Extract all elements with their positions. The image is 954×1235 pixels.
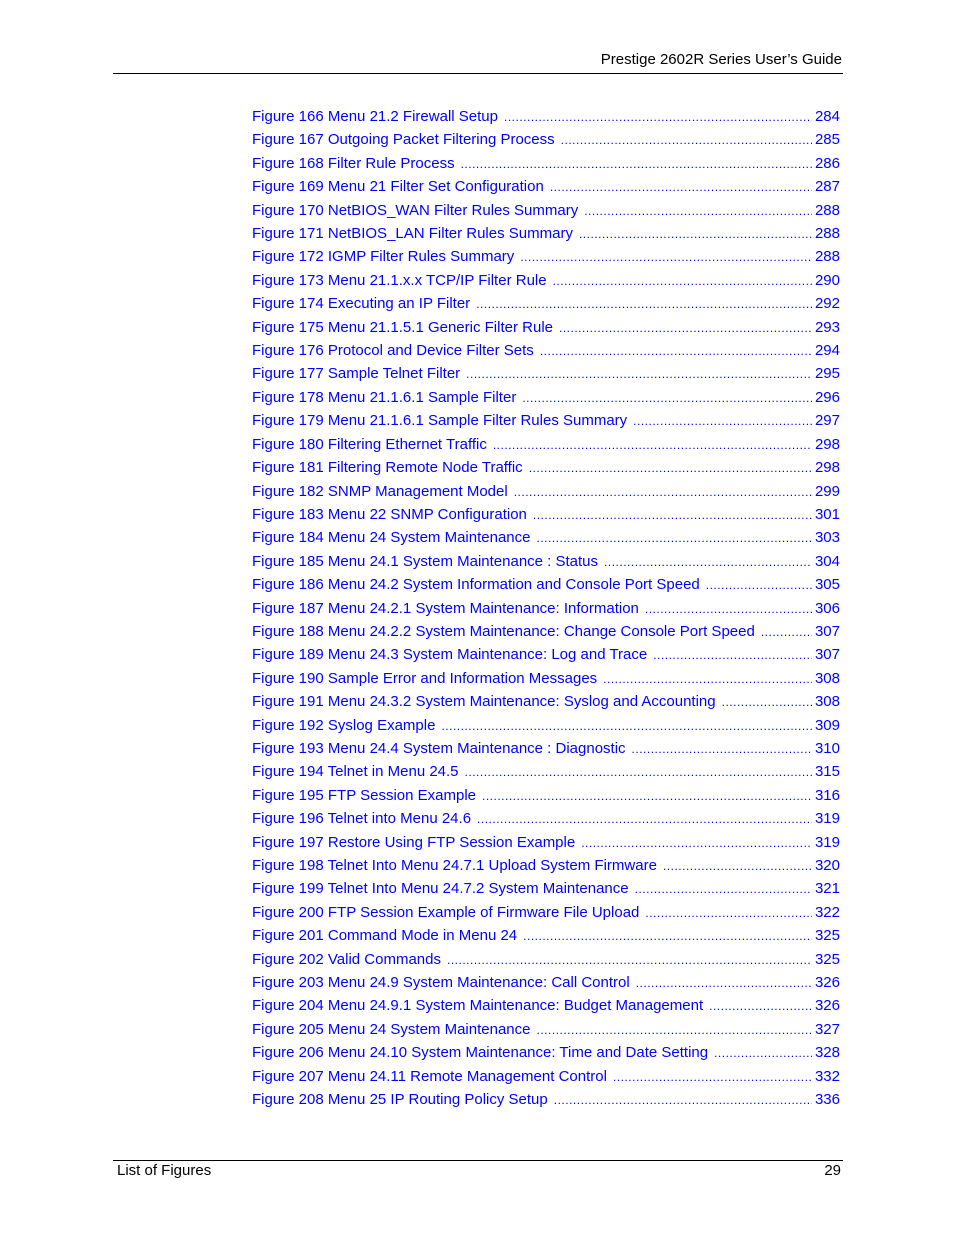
- toc-entry-label: Figure 172 IGMP Filter Rules Summary: [252, 248, 515, 266]
- toc-entry-page-number: 326: [814, 997, 840, 1015]
- toc-entry-label: Figure 171 NetBIOS_LAN Filter Rules Summary: [252, 225, 573, 243]
- toc-entry-page-number: 309: [814, 716, 840, 734]
- toc-entry-label: Figure 169 Menu 21 Filter Set Configuration: [252, 178, 544, 196]
- toc-entry-page-number: 286: [814, 154, 840, 172]
- toc-entry-label: Figure 189 Menu 24.3 System Maintenance: Log and Trace: [252, 646, 648, 664]
- toc-entry-page-number: 296: [814, 388, 840, 406]
- toc-entry-label: Figure 205 Menu 24 System Maintenance: [252, 1020, 531, 1038]
- toc-entry-label: Figure 194 Telnet in Menu 24.5: [252, 763, 459, 781]
- dot-leader: [604, 551, 812, 574]
- toc-entry-label: Figure 191 Menu 24.3.2 System Maintenance: Syslog and Accounting: [252, 693, 716, 711]
- dot-leader: [520, 246, 812, 269]
- toc-entry-link[interactable]: [252, 362, 840, 385]
- dot-leader: [537, 1019, 812, 1042]
- toc-entry-page-number: 310: [814, 739, 840, 757]
- toc-entry-link[interactable]: [252, 901, 840, 924]
- toc-entry-link[interactable]: [252, 386, 840, 409]
- toc-entry-page-number: 316: [814, 786, 840, 804]
- toc-entry-page-number: 299: [814, 482, 840, 500]
- dot-leader: [645, 598, 812, 621]
- toc-entry-link[interactable]: [252, 480, 840, 503]
- dot-leader: [537, 527, 812, 550]
- toc-entry-label: Figure 193 Menu 24.4 System Maintenance : Diagnostic: [252, 739, 626, 757]
- dot-leader: [633, 410, 812, 433]
- dot-leader: [706, 574, 812, 597]
- toc-entry-page-number: 288: [814, 225, 840, 243]
- toc-entry-page-number: 325: [814, 950, 840, 968]
- toc-entry-label: Figure 175 Menu 21.1.5.1 Generic Filter Rule: [252, 318, 553, 336]
- toc-entry-label: Figure 204 Menu 24.9.1 System Maintenance: Budget Management: [252, 997, 704, 1015]
- toc-entry-link[interactable]: [252, 1065, 840, 1088]
- dot-leader: [533, 504, 812, 527]
- running-header-title: Prestige 2602R Series User’s Guide: [600, 51, 842, 68]
- toc-entry-page-number: 325: [814, 927, 840, 945]
- toc-entry-label: Figure 173 Menu 21.1.x.x TCP/IP Filter Rule: [252, 271, 547, 289]
- toc-entry-page-number: 301: [814, 505, 840, 523]
- footer-page-number: 29: [824, 1162, 841, 1179]
- toc-entry-page-number: 285: [814, 131, 840, 149]
- dot-leader: [482, 785, 812, 808]
- toc-entry-link[interactable]: [252, 831, 840, 854]
- toc-entry-link[interactable]: [252, 105, 840, 128]
- toc-entry-label: Figure 187 Menu 24.2.1 System Maintenance: Information: [252, 599, 639, 617]
- dot-leader: [722, 691, 812, 714]
- toc-entry-label: Figure 199 Telnet Into Menu 24.7.2 System Maintenance: [252, 880, 629, 898]
- dot-leader: [663, 855, 812, 878]
- toc-entry-link[interactable]: [252, 526, 840, 549]
- dot-leader: [761, 621, 812, 644]
- toc-entry-label: Figure 179 Menu 21.1.6.1 Sample Filter Rules Summary: [252, 412, 628, 430]
- toc-entry-label: Figure 202 Valid Commands: [252, 950, 441, 968]
- dot-leader: [550, 176, 812, 199]
- dot-leader: [447, 949, 812, 972]
- dot-leader: [632, 738, 812, 761]
- toc-entry-link[interactable]: [252, 456, 840, 479]
- dot-leader: [579, 223, 812, 246]
- dot-leader: [613, 1066, 812, 1089]
- toc-entry-link[interactable]: [252, 948, 840, 971]
- toc-entry-page-number: 307: [814, 646, 840, 664]
- toc-entry-link[interactable]: [252, 175, 840, 198]
- toc-entry-link[interactable]: [252, 128, 840, 151]
- toc-entry-page-number: 298: [814, 435, 840, 453]
- dot-leader: [553, 270, 812, 293]
- dot-leader: [523, 925, 812, 948]
- dot-leader: [441, 715, 812, 738]
- toc-entry-label: Figure 180 Filtering Ethernet Traffic: [252, 435, 487, 453]
- toc-entry-link[interactable]: [252, 339, 840, 362]
- toc-entry-link[interactable]: [252, 1088, 840, 1111]
- toc-entry-link[interactable]: [252, 152, 840, 175]
- toc-entry-link[interactable]: [252, 199, 840, 222]
- toc-entry-page-number: 322: [814, 903, 840, 921]
- dot-leader: [504, 106, 812, 129]
- dot-leader: [636, 972, 812, 995]
- toc-entry-label: Figure 206 Menu 24.10 System Maintenance: Time and Date Setting: [252, 1044, 709, 1062]
- toc-entry-page-number: 298: [814, 459, 840, 477]
- dot-leader: [653, 644, 812, 667]
- toc-entry-link[interactable]: [252, 807, 840, 830]
- toc-entry-link[interactable]: [252, 643, 840, 666]
- toc-entry-link[interactable]: [252, 620, 840, 643]
- toc-entry-label: Figure 183 Menu 22 SNMP Configuration: [252, 505, 527, 523]
- dot-leader: [581, 832, 812, 855]
- dot-leader: [714, 1042, 812, 1065]
- toc-entry-label: Figure 182 SNMP Management Model: [252, 482, 508, 500]
- toc-entry-page-number: 315: [814, 763, 840, 781]
- toc-entry-page-number: 319: [814, 833, 840, 851]
- header-rule: [113, 73, 843, 74]
- toc-entry-link[interactable]: [252, 1041, 840, 1064]
- toc-entry-page-number: 288: [814, 248, 840, 266]
- dot-leader: [584, 200, 812, 223]
- toc-entry-link[interactable]: [252, 269, 840, 292]
- toc-entry-page-number: 290: [814, 271, 840, 289]
- toc-entry-link[interactable]: [252, 1018, 840, 1041]
- dot-leader: [554, 1089, 812, 1112]
- toc-entry-page-number: 303: [814, 529, 840, 547]
- footer-rule: [113, 1160, 843, 1161]
- toc-entry-link[interactable]: [252, 994, 840, 1017]
- dot-leader: [559, 317, 812, 340]
- toc-entry-page-number: 295: [814, 365, 840, 383]
- toc-entry-link[interactable]: [252, 924, 840, 947]
- toc-entry-page-number: 336: [814, 1091, 840, 1109]
- toc-entry-link[interactable]: [252, 760, 840, 783]
- footer-section-title: List of Figures: [117, 1162, 212, 1179]
- toc-entry-link[interactable]: [252, 503, 840, 526]
- toc-entry-label: Figure 192 Syslog Example: [252, 716, 436, 734]
- toc-entry-link[interactable]: [252, 222, 840, 245]
- toc-entry-label: Figure 170 NetBIOS_WAN Filter Rules Summary: [252, 201, 579, 219]
- dot-leader: [465, 761, 812, 784]
- toc-entry-page-number: 320: [814, 857, 840, 874]
- toc-entry-page-number: 287: [814, 178, 840, 196]
- toc-entry-page-number: 292: [814, 295, 840, 313]
- dot-leader: [476, 293, 812, 316]
- toc-entry-link[interactable]: [252, 667, 840, 690]
- toc-entry-link[interactable]: [252, 409, 840, 432]
- toc-entry-label: Figure 190 Sample Error and Information Messages: [252, 669, 598, 687]
- dot-leader: [635, 878, 812, 901]
- toc-entry-label: Figure 176 Protocol and Device Filter Sets: [252, 342, 534, 360]
- toc-entry-label: Figure 207 Menu 24.11 Remote Management Control: [252, 1067, 607, 1085]
- toc-entry-label: Figure 168 Filter Rule Process: [252, 154, 455, 172]
- toc-entry-link[interactable]: [252, 784, 840, 807]
- toc-entry-page-number: 288: [814, 201, 840, 219]
- toc-entry-page-number: 284: [814, 108, 840, 125]
- toc-entry-page-number: 304: [814, 552, 840, 570]
- toc-entry-link[interactable]: [252, 550, 840, 573]
- dot-leader: [522, 387, 812, 410]
- toc-entry-page-number: 321: [814, 880, 840, 898]
- toc-entry-label: Figure 196 Telnet into Menu 24.6: [252, 810, 472, 828]
- toc-entry-link[interactable]: [252, 597, 840, 620]
- toc-entry-page-number: 294: [814, 342, 840, 360]
- toc-entry-page-number: 319: [814, 810, 840, 828]
- toc-entry-link[interactable]: [252, 316, 840, 339]
- toc-entry-page-number: 305: [814, 576, 840, 594]
- toc-entry-label: Figure 208 Menu 25 IP Routing Policy Setup: [252, 1091, 548, 1109]
- toc-entry-page-number: 308: [814, 693, 840, 711]
- list-of-figures: [252, 105, 840, 1111]
- toc-entry-label: Figure 185 Menu 24.1 System Maintenance : Status: [252, 552, 599, 570]
- toc-entry-label: Figure 203 Menu 24.9 System Maintenance: Call Control: [252, 974, 630, 992]
- toc-entry-page-number: 327: [814, 1020, 840, 1038]
- toc-entry-label: Figure 188 Menu 24.2.2 System Maintenance: Change Console Port Speed: [252, 622, 755, 640]
- toc-entry-page-number: 307: [814, 622, 840, 640]
- toc-entry-label: Figure 167 Outgoing Packet Filtering Process: [252, 131, 555, 149]
- dot-leader: [561, 129, 812, 152]
- toc-entry-label: Figure 174 Executing an IP Filter: [252, 295, 471, 313]
- toc-entry-link[interactable]: [252, 573, 840, 596]
- toc-entry-page-number: 328: [814, 1044, 840, 1062]
- toc-entry-page-number: 293: [814, 318, 840, 336]
- toc-entry-link[interactable]: [252, 714, 840, 737]
- toc-entry-link[interactable]: [252, 433, 840, 456]
- toc-entry-link[interactable]: [252, 737, 840, 760]
- dot-leader: [461, 153, 812, 176]
- toc-entry-link[interactable]: [252, 690, 840, 713]
- toc-entry-page-number: 297: [814, 412, 840, 430]
- dot-leader: [466, 363, 812, 386]
- toc-entry-link[interactable]: [252, 971, 840, 994]
- toc-entry-label: Figure 186 Menu 24.2 System Information and Console Port Speed: [252, 576, 700, 594]
- dot-leader: [540, 340, 812, 363]
- toc-entry-page-number: 308: [814, 669, 840, 687]
- toc-entry-label: Figure 197 Restore Using FTP Session Example: [252, 833, 576, 851]
- toc-entry-label: Figure 178 Menu 21.1.6.1 Sample Filter: [252, 388, 517, 406]
- toc-entry-page-number: 326: [814, 974, 840, 992]
- toc-entry-link[interactable]: [252, 292, 840, 315]
- toc-entry-label: Figure 177 Sample Telnet Filter: [252, 365, 461, 383]
- toc-entry-label: Figure 195 FTP Session Example: [252, 786, 476, 804]
- toc-entry-label: Figure 184 Menu 24 System Maintenance: [252, 529, 531, 547]
- toc-entry-label: Figure 166 Menu 21.2 Firewall Setup: [252, 108, 498, 125]
- toc-entry-page-number: 306: [814, 599, 840, 617]
- dot-leader: [603, 668, 812, 691]
- toc-entry-link[interactable]: [252, 854, 840, 877]
- toc-entry-link[interactable]: [252, 877, 840, 900]
- dot-leader: [529, 457, 812, 480]
- toc-entry-label: Figure 181 Filtering Remote Node Traffic: [252, 459, 523, 477]
- dot-leader: [493, 434, 812, 457]
- toc-entry-page-number: 332: [814, 1067, 840, 1085]
- dot-leader: [709, 995, 812, 1018]
- toc-entry-label: Figure 200 FTP Session Example of Firmware File Upload: [252, 903, 640, 921]
- dot-leader: [514, 481, 812, 504]
- toc-entry-label: Figure 198 Telnet Into Menu 24.7.1 Upload System Firmware: [252, 857, 657, 874]
- dot-leader: [477, 808, 812, 831]
- dot-leader: [645, 902, 812, 925]
- toc-entry-label: Figure 201 Command Mode in Menu 24: [252, 927, 518, 945]
- toc-entry-link[interactable]: [252, 245, 840, 268]
